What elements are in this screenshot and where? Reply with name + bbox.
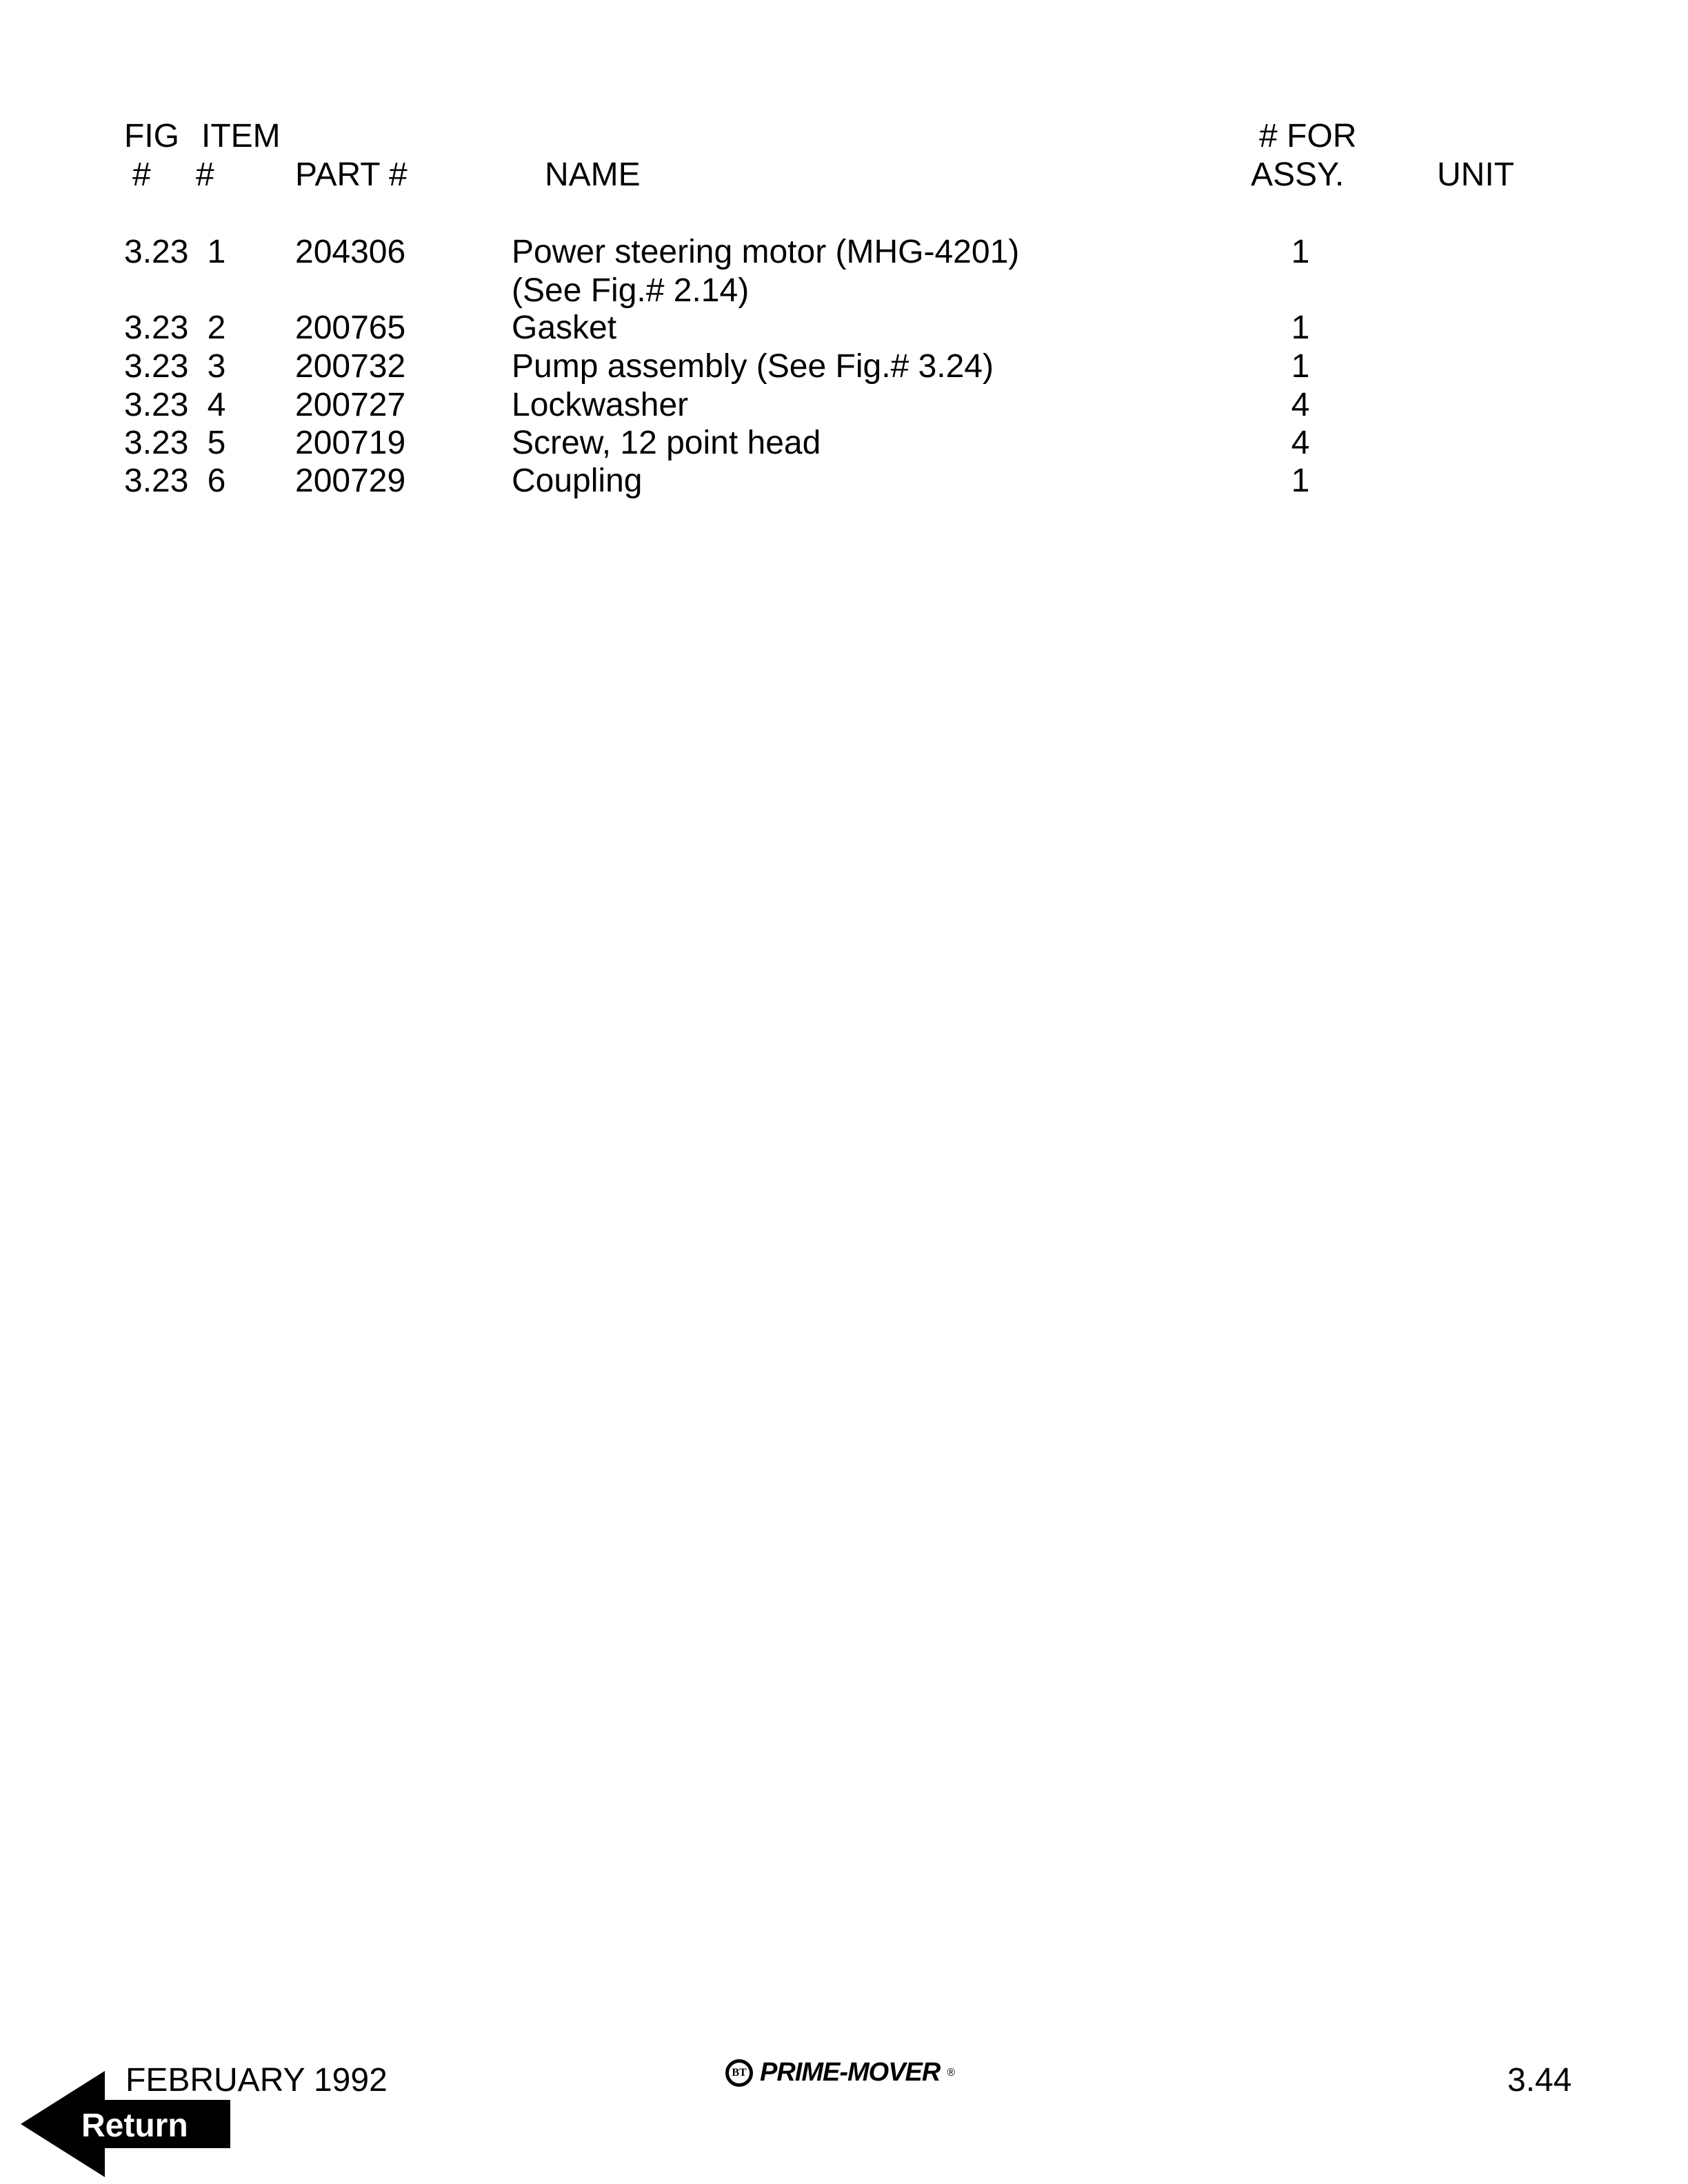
- row-part: 200732: [295, 348, 406, 385]
- row-part: 200729: [295, 463, 406, 499]
- row-fig: 3.23: [124, 425, 189, 461]
- header-unit: UNIT: [1437, 156, 1514, 193]
- header-fig-top: FIG: [124, 118, 179, 154]
- bt-badge-icon: BT: [725, 2059, 753, 2087]
- logo-text: PRIME-MOVER: [760, 2058, 941, 2087]
- prime-mover-logo: [725, 2058, 955, 2087]
- header-part: PART #: [295, 156, 408, 193]
- row-item: 4: [207, 387, 226, 423]
- row-name: Coupling: [512, 463, 643, 499]
- row-name: Lockwasher: [512, 387, 689, 423]
- row-qty: 4: [1291, 387, 1310, 423]
- header-item-top: ITEM: [201, 118, 281, 154]
- row-item: 5: [207, 425, 226, 461]
- row-name-continued: (See Fig.# 2.14): [512, 272, 750, 309]
- header-qty-bottom: ASSY.: [1251, 156, 1345, 193]
- row-qty: 1: [1291, 348, 1310, 385]
- row-name: Power steering motor (MHG-4201): [512, 234, 1020, 270]
- row-fig: 3.23: [124, 234, 189, 270]
- row-fig: 3.23: [124, 387, 189, 423]
- row-part: 204306: [295, 234, 406, 270]
- footer-date: FEBRUARY 1992: [125, 2062, 388, 2099]
- header-qty-top: # FOR: [1259, 118, 1357, 154]
- row-part: 200765: [295, 310, 406, 346]
- header-item-bottom: #: [196, 156, 214, 193]
- header-name: NAME: [545, 156, 641, 193]
- row-item: 3: [207, 348, 226, 385]
- row-item: 1: [207, 234, 226, 270]
- page-number: 3.44: [1507, 2062, 1572, 2099]
- registered-mark: ®: [947, 2066, 956, 2079]
- row-qty: 1: [1291, 463, 1310, 499]
- row-part: 200727: [295, 387, 406, 423]
- row-name: Gasket: [512, 310, 617, 346]
- return-label: Return: [81, 2107, 188, 2144]
- row-name: Pump assembly (See Fig.# 3.24): [512, 348, 994, 385]
- row-fig: 3.23: [124, 310, 189, 346]
- row-fig: 3.23: [124, 463, 189, 499]
- row-qty: 1: [1291, 234, 1310, 270]
- row-item: 2: [207, 310, 226, 346]
- header-fig-bottom: #: [132, 156, 151, 193]
- row-name: Screw, 12 point head: [512, 425, 821, 461]
- row-item: 6: [207, 463, 226, 499]
- row-part: 200719: [295, 425, 406, 461]
- row-qty: 1: [1291, 310, 1310, 346]
- return-button[interactable]: [21, 2071, 234, 2177]
- row-qty: 4: [1291, 425, 1310, 461]
- row-fig: 3.23: [124, 348, 189, 385]
